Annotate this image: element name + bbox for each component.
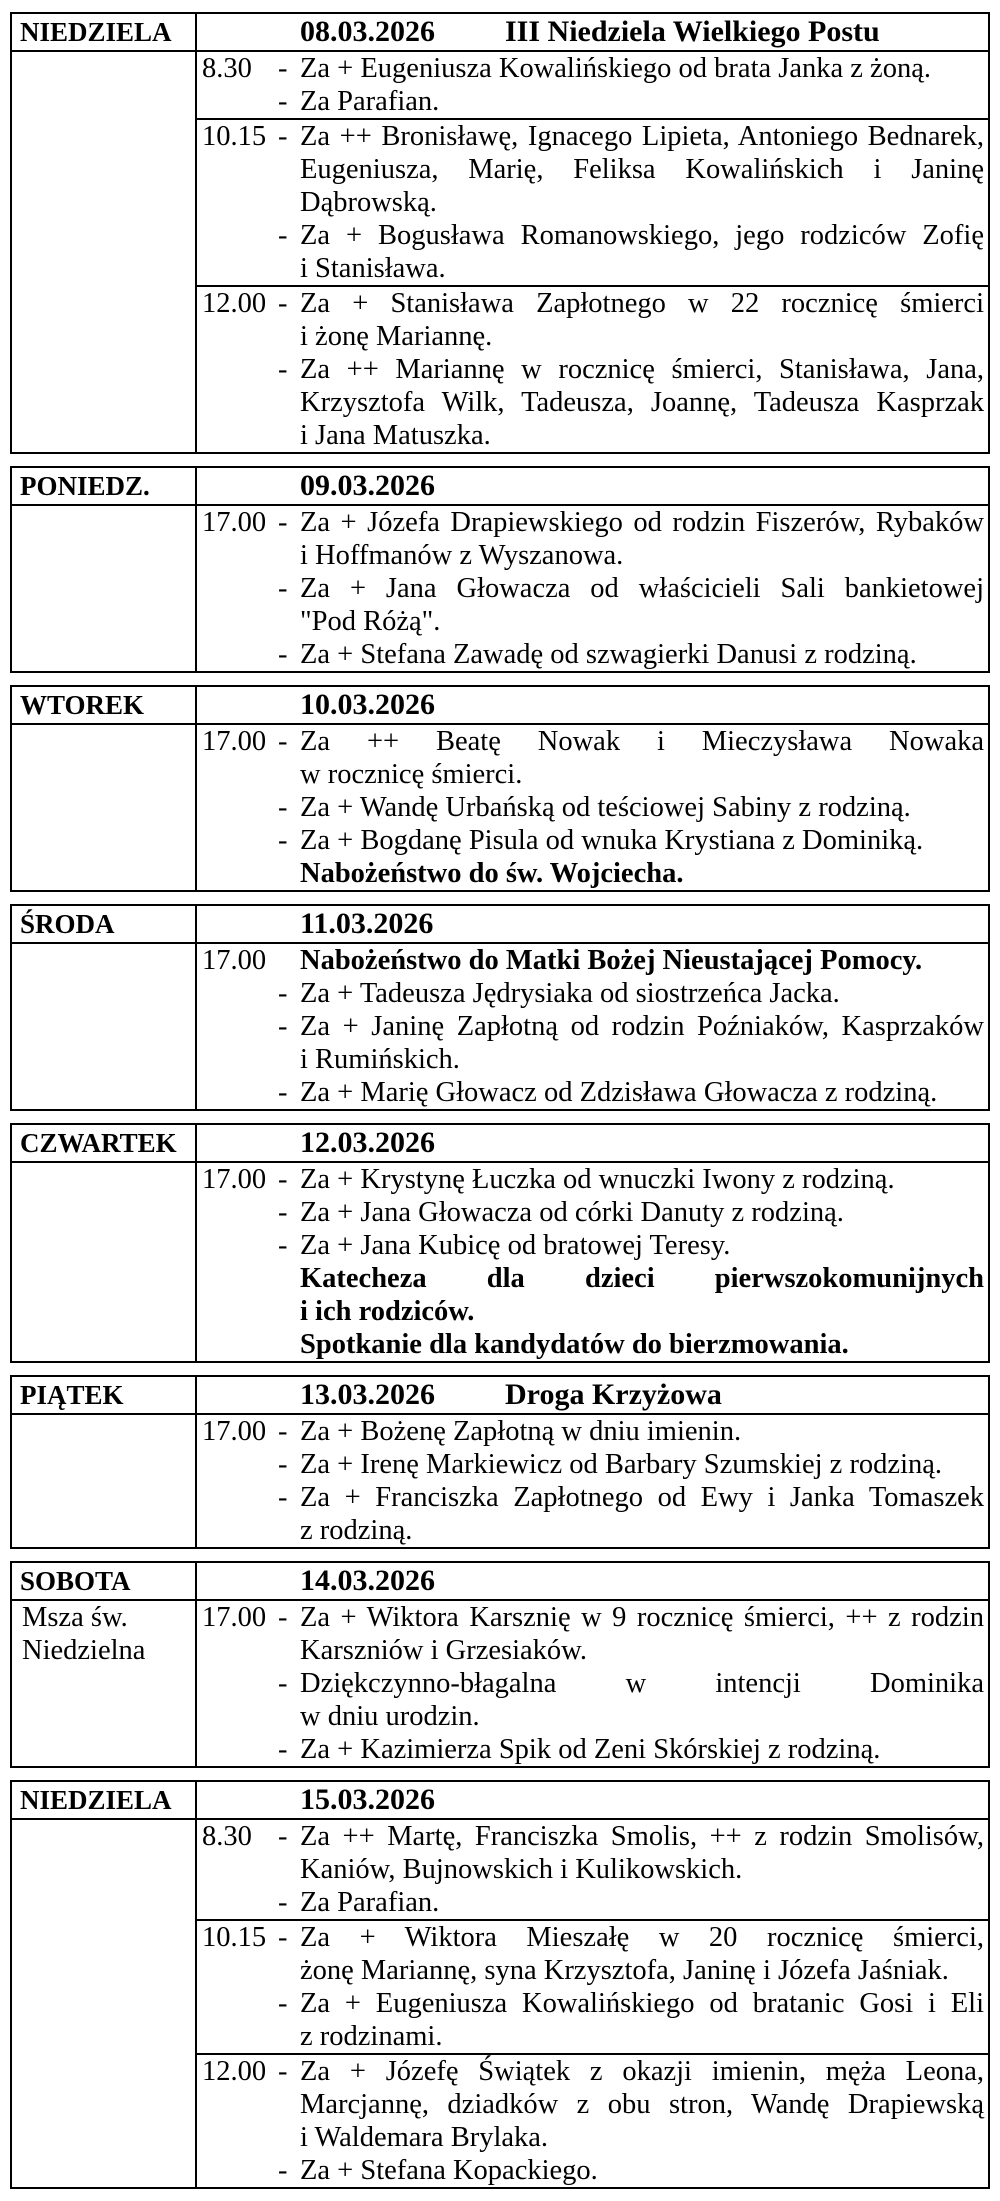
intention-line [278,1415,984,1448]
date-label: 12.03.2026 [300,1126,435,1159]
day-note-cell [12,1415,197,1547]
intention-text: Spotkanie dla kandydatów do bierzmowania. [300,1329,849,1360]
day-note-cell [12,725,197,890]
time-label: 17.00 [202,507,267,538]
intention-text: Za + Bożenę Zapłotną w dniu imienin. [300,1416,742,1447]
day-block [10,1780,990,2189]
intention-line [300,857,984,890]
intention-line [300,1328,984,1361]
intention-text: Za Parafian. [300,1887,440,1918]
intention-line [278,85,984,118]
dash-marker: - [278,1197,288,1228]
time-label: 12.00 [202,288,267,319]
intention-line [278,1820,984,1853]
time-label: 8.30 [202,53,252,84]
header-content [197,1378,988,1412]
intention-line [300,944,984,977]
date-label: 14.03.2026 [300,1564,435,1597]
intention-text: w dniu urodzin. [300,1701,480,1732]
intention-text: i Hoffmanów z Wyszanowa. [300,540,624,571]
day-block [10,904,990,1111]
day-name: SOBOTA [12,1563,197,1599]
intention-line [278,1733,984,1766]
time-label: 17.00 [202,1416,267,1447]
intention-text: z rodziną. [300,1515,413,1546]
intention-text: Dąbrowską. [300,187,437,218]
intention [278,52,984,85]
intention-text: Krzysztofa Wilk, Tadeusza, Joannę, Tadeusza Kasprzak [300,387,984,418]
dash-marker: - [278,53,288,84]
intention [278,287,984,353]
header-row [12,906,988,944]
slots-column [197,1415,988,1547]
mass-intentions-document [10,12,990,2201]
intention-line [278,1601,984,1634]
header-row [12,1563,988,1601]
intention-line [300,2020,984,2053]
date-label: 11.03.2026 [300,907,434,940]
intention [278,1448,984,1481]
intention-line [300,2121,984,2154]
intention-text: i ich rodziców. [300,1296,475,1327]
intention-line [278,2154,984,2187]
day-name: WTOREK [12,687,197,723]
intention [278,824,984,857]
time-slot [197,1163,988,1361]
dash-marker: - [278,1734,288,1765]
intention [278,1415,984,1448]
dash-marker: - [278,1988,288,2019]
intention-line [278,353,984,386]
intention [278,2154,984,2187]
day-name: ŚRODA [12,906,197,942]
intention-line [278,120,984,153]
dash-marker: - [278,1922,288,1953]
dash-marker: - [278,573,288,604]
dash-marker: - [278,121,288,152]
intention-line [300,539,984,572]
dash-marker: - [278,507,288,538]
intention-line [300,2088,984,2121]
intention-text: Katecheza dla dzieci pierwszokomunijnych [300,1263,984,1294]
intention-text: Za + Jana Głowacza od właścicieli Sali bankietowej [300,573,984,604]
time-slot [197,285,988,452]
dash-marker: - [278,1482,288,1513]
intention-text: i Waldemara Brylaka. [300,2122,549,2153]
date-label: 10.03.2026 [300,688,435,721]
event-label: III Niedziela Wielkiego Postu [505,15,880,48]
dash-marker: - [278,792,288,823]
intention-line [300,1634,984,1667]
day-name: NIEDZIELA [12,14,197,50]
time-slot [197,1919,988,2053]
body-row [12,725,988,890]
intention-text: Dziękczynno-błagalna w intencji Dominika [300,1668,984,1699]
header-content [197,469,988,503]
intention-line [278,1886,984,1919]
intention-text: i Stanisława. [300,253,446,284]
intention [278,1163,984,1196]
intention-text: Za + Jana Głowacza od córki Danuty z rodziną. [300,1197,844,1228]
dash-marker: - [278,1416,288,1447]
intention-text: Za + Franciszka Zapłotnego od Ewy i Janka Tomaszek [300,1482,984,1513]
time-label: 17.00 [202,945,267,976]
intention [278,1076,984,1109]
time-label: 17.00 [202,726,267,757]
intention-line [300,419,984,452]
time-label: 8.30 [202,1821,252,1852]
header-content [197,688,988,722]
intention-line [300,386,984,419]
intention-line [300,1295,984,1328]
dash-marker: - [278,1230,288,1261]
intention [278,1010,984,1076]
intention [278,1229,984,1262]
event-label: Droga Krzyżowa [505,1378,722,1411]
intention [300,1328,984,1361]
slots-column [197,52,988,452]
intention-line [278,572,984,605]
slots-column [197,506,988,671]
intention-line [300,153,984,186]
slots-column [197,1601,988,1766]
intention-text: Za + Bogusława Romanowskiego, jego rodziców Zofię [300,220,984,251]
intention-text: Za + Stefana Kopackiego. [300,2155,598,2186]
intention-text: Za + Stanisława Zapłotnego w 22 rocznicę śmierci [300,288,984,319]
day-name: PIĄTEK [12,1377,197,1413]
intention [278,1733,984,1766]
intention-text: Za + Kazimierza Spik od Zeni Skórskiej z rodziną. [300,1734,881,1765]
intention [278,506,984,572]
intention [278,791,984,824]
intention-text: Marcjannę, dziadków z obu stron, Wandę Drapiewską [300,2089,984,2120]
header-content [197,15,988,49]
intention-text: Za + Irenę Markiewicz od Barbary Szumskiej z rodziną. [300,1449,943,1480]
day-block [10,1561,990,1768]
time-label: 17.00 [202,1602,267,1633]
header-row [12,1125,988,1163]
intention-text: Nabożeństwo do Matki Bożej Nieustającej Pomocy. [300,945,923,976]
intention-text: Za + Józefa Drapiewskiego od rodzin Fiszerów, Rybaków [300,507,984,538]
header-row [12,1377,988,1415]
dash-marker: - [278,1011,288,1042]
day-note: Msza św. Niedzielna [22,1602,146,1666]
intention-text: Za ++ Bronisławę, Ignacego Lipieta, Antoniego Bednarek, [300,121,984,152]
header-row [12,468,988,506]
date-label: 08.03.2026 [300,15,435,48]
intention-line [278,1076,984,1109]
intention-text: Za Parafian. [300,86,440,117]
intention [278,1886,984,1919]
intention-line [300,1853,984,1886]
intention-text: Za + Eugeniusza Kowalińskiego od bratanic Gosi i Eli [300,1988,984,2019]
intention-text: żonę Mariannę, syna Krzysztofa, Janinę i Józefa Jaśniak. [300,1955,949,1986]
intention [278,725,984,791]
dash-marker: - [278,1887,288,1918]
intention-text: Za + Bogdanę Pisula od wnuka Krystiana z Dominiką. [300,825,924,856]
intention-line [300,252,984,285]
intention [278,85,984,118]
intention [278,1820,984,1886]
date-label: 13.03.2026 [300,1378,435,1411]
intention-line [278,1229,984,1262]
body-row [12,1415,988,1547]
intention-line [300,186,984,219]
intention [278,219,984,285]
time-slot [197,944,988,1109]
dash-marker: - [278,220,288,251]
intention-text: i Jana Matuszka. [300,420,491,451]
intention-line [278,219,984,252]
time-slot [197,2053,988,2187]
time-label: 12.00 [202,2056,267,2087]
date-label: 09.03.2026 [300,469,435,502]
dash-marker: - [278,288,288,319]
intention-line [300,1514,984,1547]
intention-text: Za ++ Martę, Franciszka Smolis, ++ z rodzin Smolisów, [300,1821,984,1852]
body-row [12,52,988,452]
intention-line [278,1010,984,1043]
time-slot [197,725,988,890]
body-row [12,1601,988,1766]
intention-text: Za + Wiktora Karsznię w 9 rocznicę śmierci, ++ z rodzin [300,1602,984,1633]
intention-line [278,2055,984,2088]
intention-text: Za + Krystynę Łuczka od wnuczki Iwony z rodziną. [300,1164,895,1195]
intention-text: i Rumińskich. [300,1044,460,1075]
intention-line [278,725,984,758]
intention [278,1196,984,1229]
intention [278,1921,984,1987]
intention-text: Za ++ Beatę Nowak i Mieczysława Nowaka [300,726,984,757]
day-note-cell [12,1601,197,1766]
day-name: PONIEDZ. [12,468,197,504]
intention-text: Za + Wiktora Mieszałę w 20 rocznicę śmierci, [300,1922,984,1953]
date-label: 15.03.2026 [300,1783,435,1816]
day-note-cell [12,52,197,452]
intention-line [278,1448,984,1481]
intention [278,1481,984,1547]
intention [300,857,984,890]
intention-line [278,52,984,85]
intention-line [278,1196,984,1229]
day-block [10,466,990,673]
dash-marker: - [278,1602,288,1633]
intention [278,353,984,452]
day-block [10,1375,990,1549]
time-label: 10.15 [202,1922,267,1953]
intention [278,120,984,219]
intention-text: Za + Wandę Urbańską od teściowej Sabiny z rodziną. [300,792,911,823]
intention-line [278,1163,984,1196]
header-content [197,1564,988,1598]
intention-text: Za + Marię Głowacz od Zdzisława Głowacza z rodziną. [300,1077,938,1108]
time-slot [197,506,988,671]
intention [300,1262,984,1328]
intention-line [300,758,984,791]
intention-text: Za + Tadeusza Jędrysiaka od siostrzeńca Jacka. [300,978,840,1009]
intention [300,944,984,977]
dash-marker: - [278,354,288,385]
dash-marker: - [278,2056,288,2087]
dash-marker: - [278,2155,288,2186]
day-note-cell [12,1163,197,1361]
time-slot [197,1415,988,1547]
body-row [12,944,988,1109]
body-row [12,506,988,671]
slots-column [197,1163,988,1361]
day-block [10,1123,990,1363]
intention-text: i żonę Mariannę. [300,321,493,352]
intention-text: Eugeniusza, Marię, Feliksa Kowalińskich i Janinę [300,154,984,185]
intention [278,572,984,638]
intention-text: Nabożeństwo do św. Wojciecha. [300,858,684,889]
intention-line [278,1481,984,1514]
intention-line [300,1700,984,1733]
slots-column [197,944,988,1109]
header-content [197,907,988,941]
intention [278,1601,984,1667]
intention-text: Karszniów i Grzesiaków. [300,1635,588,1666]
intention-text: Za ++ Mariannę w rocznicę śmierci, Stanisława, Jana, [300,354,984,385]
header-content [197,1126,988,1160]
dash-marker: - [278,1077,288,1108]
intention-line [278,791,984,824]
dash-marker: - [278,86,288,117]
time-slot [197,1820,988,1919]
time-slot [197,52,988,118]
day-note-cell [12,944,197,1109]
dash-marker: - [278,1164,288,1195]
intention-line [278,287,984,320]
dash-marker: - [278,825,288,856]
intention-text: Za + Józefę Świątek z okazji imienin, męża Leona, [300,2056,984,2087]
intention [278,977,984,1010]
intention-text: Za + Janinę Zapłotną od rodzin Poźniaków, Kasprzaków [300,1011,984,1042]
intention-line [278,824,984,857]
time-slot [197,1601,988,1766]
intention-text: "Pod Różą". [300,606,441,637]
intention-text: Za + Stefana Zawadę od szwagierki Danusi z rodziną. [300,639,917,670]
day-block [10,685,990,892]
header-content [197,1783,988,1817]
intention-text: Za + Eugeniusza Kowalińskiego od brata Janka z żoną. [300,53,931,84]
dash-marker: - [278,726,288,757]
header-row [12,14,988,52]
intention-line [300,1043,984,1076]
header-row [12,687,988,725]
intention-line [300,320,984,353]
intention-text: w rocznicę śmierci. [300,759,523,790]
day-note-cell [12,506,197,671]
intention-line [278,638,984,671]
dash-marker: - [278,1821,288,1852]
intention-text: z rodzinami. [300,2021,443,2052]
header-row [12,1782,988,1820]
intention-line [300,1262,984,1295]
dash-marker: - [278,1449,288,1480]
dash-marker: - [278,978,288,1009]
intention [278,638,984,671]
intention-line [278,977,984,1010]
time-slot [197,118,988,285]
intention [278,1987,984,2053]
day-note-cell [12,1820,197,2187]
body-row [12,1163,988,1361]
time-label: 17.00 [202,1164,267,1195]
intention-line [278,1987,984,2020]
day-name: CZWARTEK [12,1125,197,1161]
slots-column [197,1820,988,2187]
intention-line [278,1667,984,1700]
body-row [12,1820,988,2187]
time-label: 10.15 [202,121,267,152]
dash-marker: - [278,1668,288,1699]
intention-text: Za + Jana Kubicę od bratowej Teresy. [300,1230,731,1261]
intention-text: Kaniów, Bujnowskich i Kulikowskich. [300,1854,743,1885]
slots-column [197,725,988,890]
intention-line [278,1921,984,1954]
day-name: NIEDZIELA [12,1782,197,1818]
dash-marker: - [278,639,288,670]
intention-line [300,1954,984,1987]
intention [278,1667,984,1733]
intention-line [278,506,984,539]
intention-line [300,605,984,638]
intention [278,2055,984,2154]
day-block [10,12,990,454]
